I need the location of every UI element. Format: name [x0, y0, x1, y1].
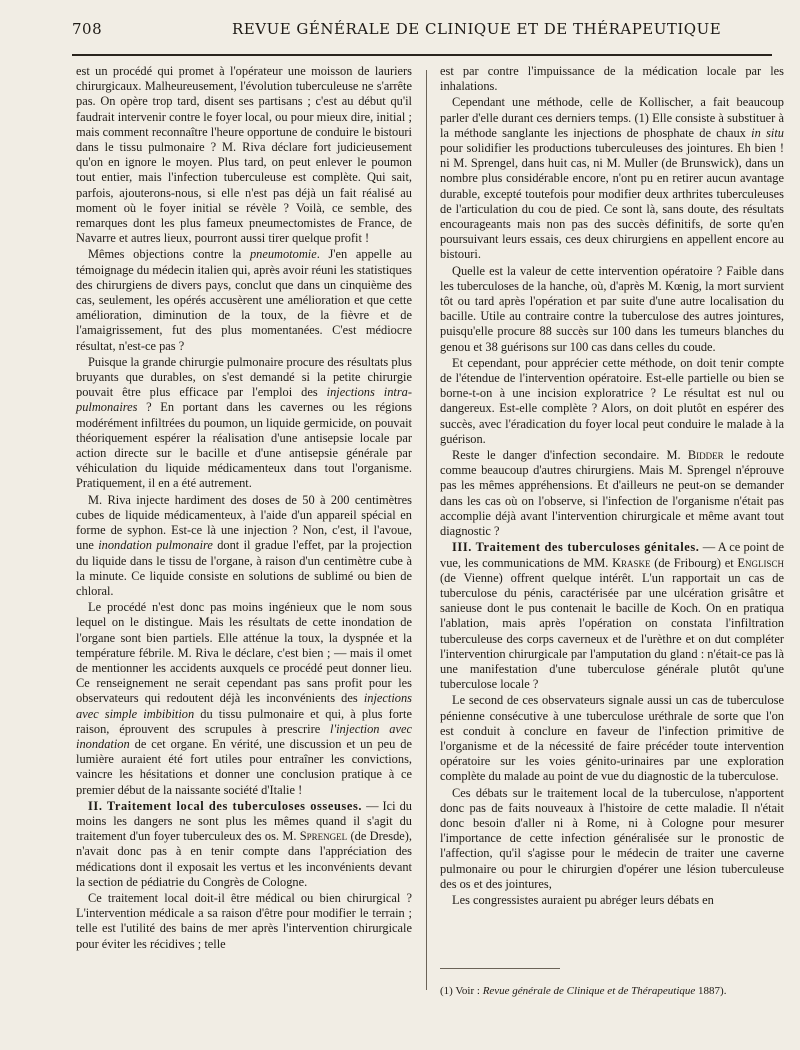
text-run: . J'en appelle au témoignage du médecin italien qui, après avoir réuni les statistiques des chirurgiens de divers pays, conclut que dans un cinquième des cas, seulement, les opérés accusèrent une amélioration et que cette amélioration, diminution de la toux, de la fièvre et de l'amaigrissement, fut des plus momentanées. C'est médiocre résultat, n'est-ce pas ?	[76, 247, 413, 353]
right-column	[440, 64, 784, 909]
page-header	[72, 20, 772, 42]
paragraph: est un procédé qui promet à l'opérateur une moisson de lauriers chirurgicaux. Malheureusement, l'évolution tuberculeuse ne s'arrête pas. On opère trop tard, disent ses partisans ; c'est au début qu'il faudrait intervenir contre le foyer local, ou pour mieux dire, initial ; mais comment reconnaître l'heure opportune de conduire le bistouri dans le tissu pulmonaire ? M. Riva déclare fort judicieusement qu'on en ignore le moyen. Plus tard, on peut enlever le poumon tout entier, mais l'infection tuberculeuse est complète. Qui sait, parfois, ajouterons-nous, si elle n'est pas déjà un fait réalisé au moment où le foyer initial se révèle ? Voilà, ce semble, des remarques dont les plus fameux pneumectomistes de France, de Navarre et autres lieux, pourront aussi tirer quelque profit !	[76, 64, 412, 246]
paragraph	[440, 448, 784, 539]
italic-run: in situ	[751, 125, 785, 140]
text-run: Puisque la grande chirurgie pulmonaire procure des résultats plus bruyants que durables, on s'est demandé si la petite chirurgie pouvait être plus efficace par l'emploi des	[76, 354, 412, 400]
italic-run: injections intra-pulmonaires	[76, 385, 413, 415]
paragraph: est par contre l'impuissance de la médication locale par les inhalations.	[440, 64, 784, 94]
smallcaps-run: Sprengel	[299, 829, 348, 844]
text-run: dont il gradue l'effet, par la projection du liquide dans le tissu de l'organe, à raison d'un centimètre cube à la minute. Ce liquide consiste en solutions de sublimé ou bien de chloral.	[76, 538, 412, 598]
smallcaps-run: Kraske	[612, 555, 651, 570]
footnote	[440, 985, 784, 997]
paragraph	[76, 600, 412, 798]
header-rule	[72, 54, 772, 56]
paragraph: Les congressistes auraient pu abréger leurs débats en	[452, 892, 714, 907]
section-paragraph	[76, 799, 412, 890]
paragraph: Quelle est la valeur de cette intervention opératoire ? Faible dans les tuberculoses de la hanche, où, d'après M. Kœnig, la mort survient tôt ou tard après l'opération et par suite d'une autre localisation du bacille. Utile au contraire contre la tuberculose des autres jointures, puisqu'elle procure 88 succès sur 100 dans les tumeurs blanches du genou et 38 guérisons sur 100 cas dans celles du coude.	[440, 263, 784, 354]
paragraph: Et cependant, pour apprécier cette méthode, on doit tenir compte de l'étendue de l'intervention opératoire. Est-elle partielle ou bien se borne-t-on à une incision exploratrice ? Le résultat est nul ou dangereux. Est-elle complète ? Alors, on doit plutôt en espérer des succès, avec l'éradication du foyer local peut conduire le malade à la guérison.	[440, 355, 784, 446]
text-run: (1) Voir :	[440, 985, 483, 997]
page-number: 708	[72, 20, 103, 38]
paragraph	[440, 95, 784, 262]
text-run: du tissu pulmonaire et qui, à plus forte raison, éprouvent des scrupules à prescrire	[76, 706, 412, 736]
text-run: 1887).	[695, 985, 727, 997]
text-run: Mêmes objections contre la	[88, 247, 250, 262]
text-run: — A ce point de vue, les communications de MM.	[440, 540, 785, 570]
column-divider	[426, 70, 427, 990]
smallcaps-run: Bidder	[687, 448, 724, 463]
paragraph: Le second de ces observateurs signale aussi un cas de tuberculose pénienne consécutive à une tuberculose uréthrale de sorte que l'on est conduit à conclure en faveur de l'infection primitive de l'organisme et de la nécessité de faire précéder toute intervention opératoire sur les voies génito-urinaires par une exploration complète du malade au point de vue du diagnostic de la tuberculose.	[440, 693, 784, 784]
italic-run: injections avec simple imbibition	[76, 691, 412, 721]
left-column	[76, 64, 412, 953]
text-run: M. Riva injecte hardiment des doses de 50 à 200 centimètres cubes de liquide médicamenteux, à l'aide d'un appareil spécial en forme de syphon. Est-ce là une injection ? Non, c'est, il l'avoue, une	[76, 492, 412, 553]
italic-run: l'injection avec inondation	[76, 721, 412, 751]
paragraph: Ce traitement local doit-il être médical ou bien chirurgical ? L'intervention médicale a sa raison d'être pour modifier le terrain ; telle est l'utilité des bains de mer après l'intervention chirurgicale pour éviter les récidives ; telle	[76, 890, 412, 951]
text-run: Reste le danger d'infection secondaire. M.	[452, 448, 688, 463]
paragraph	[76, 493, 412, 599]
section-title: III. Traitement des tuberculoses génitales.	[452, 540, 700, 555]
section-title: II. Traitement local des tuberculoses osseuses.	[88, 798, 363, 813]
text-run: de cet organe. En vérité, une discussion et un peu de lumière auraient été fort utiles pour entraîner les convictions, vaincre les hésitations et donner une conclusion pratique à ce premier début de la naissante société d'Italie !	[76, 736, 412, 797]
paragraph	[76, 355, 412, 492]
paragraph: Ces débats sur le traitement local de la tuberculose, n'apportent donc pas de faits nouveaux à l'histoire de cette maladie. Il n'était donc besoin d'aller ni à Rome, ni à Cologne pour mesurer l'importance de cette infection généralisée sur le pronostic de l'affection, qu'il s'agisse pour le médecin de traiter une caverne pulmonaire ou pour le chirurgien d'opérer une lésion tuberculeuse des os et des jointures,	[440, 785, 784, 891]
text-run: le redoute comme beaucoup d'autres chirurgiens. Mais M. Sprengel n'éprouve pas les mêmes appréhensions. Et d'ailleurs ne peut-on se demander dans les cas où on l'observe, si l'infection de l'organisme n'était pas accomplie déjà avant l'intervention chirurgicale et même avant tout diagnostic ?	[440, 448, 784, 539]
text-run: — Ici du moins les dangers ne sont plus les mêmes quand il s'agit du traitement d'un foyer tuberculeux des os. M.	[76, 798, 412, 844]
italic-run: pneumotomie	[249, 247, 317, 262]
paragraph	[76, 247, 412, 353]
italic-run: inondation pulmonaire	[98, 538, 213, 553]
section-paragraph	[440, 540, 784, 692]
text-run: (de Fribourg) et	[650, 555, 738, 570]
text-run: Cependant une méthode, celle de Kollischer, a fait beaucoup parler d'elle durant ces derniers temps. (1) Elle consiste à substituer à la méthode sanglante les injections de phosphate de chaux	[440, 95, 784, 140]
smallcaps-run: Englisch	[737, 555, 784, 570]
text-run: ? En portant dans les cavernes ou les régions modérément infiltrées du poumon, un liquide germicide, on pouvait théoriquement espérer la réalisation d'une antisepsie locale par action directe sur le bacille et d'une antisepsie générale par véhiculation du liquide médicamenteux dans tout l'organisme. Pratiquement, il en a été autrement.	[76, 400, 412, 491]
running-title: REVUE GÉNÉRALE DE CLINIQUE ET DE THÉRAPEUTIQUE	[232, 20, 722, 38]
text-run: Le procédé n'est donc pas moins ingénieux que le nom sous lequel on le distingue. Mais les résultats de cette inondation de l'organe sont bien partiels. Elle atténue la toux, la dyspnée et la température fébrile. M. Riva le déclare, c'est bien ; — mais il omet de mentionner les accidents auxquels ce procédé peut donner lieu. Ce renseignement ne serait cependant pas sans profit pour les observateurs qui redoutent déjà les inconvénients des	[76, 600, 412, 706]
text-run: pour solidifier les productions tuberculeuses des jointures. Eh bien ! ni M. Sprengel, dans huit cas, ni M. Muller (de Brunswick), dans un nombre plus considérable encore, n'ont pu en retirer aucun avantage durable, excepté toutefois pour modifier deux arthrites tuberculeuses de l'articulation du cou de pied. Ce sont là, sans doute, des résultats encourageants mais non pas des succès définitifs, de sorte qu'en poursuivant leurs essais, ces deux chirurgiens en appellent encore au bistouri.	[440, 141, 784, 262]
text-run: (de Vienne) offrent quelque intérêt. L'un rapportait un cas de tuberculose du pénis, caractérisée par une ulcération grisâtre et sanieuse dont le pus contenait le bacille de Koch. On en pratiqua l'ablation, mais après l'opération on constata l'infiltration tuberculeuse des corps caverneux et de l'urèthre et on dut compléter l'intervention chirurgicale par l'amputation du gland : n'était-ce pas là une manifestation d'une tuberculose générale plutôt qu'une tuberculose locale ?	[440, 570, 784, 692]
footnote-rule	[440, 968, 560, 969]
text-run: (de Dresde), n'avait donc pas à en tenir compte dans l'appréciation des médications dont il exposait les vertus et les inconvénients devant la section de pédiatrie du Congrès de Cologne.	[76, 829, 412, 889]
italic-run: Revue générale de Clinique et de Thérapeutique	[482, 985, 696, 997]
